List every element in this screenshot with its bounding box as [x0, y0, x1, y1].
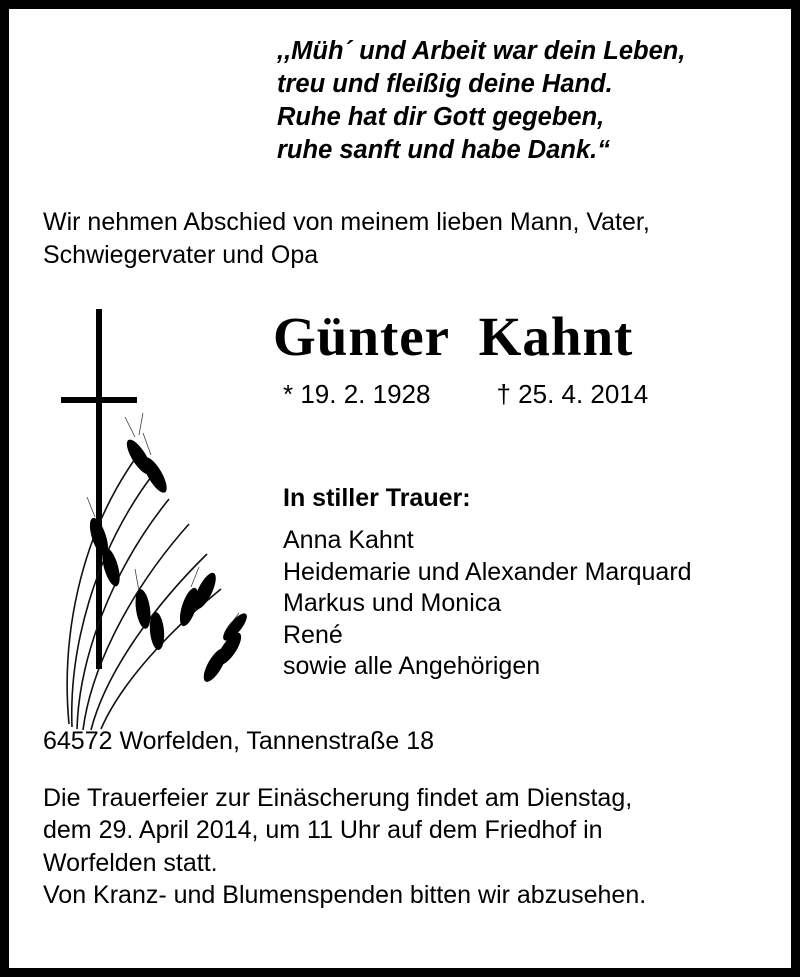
- life-dates: [273, 379, 757, 410]
- mourner-name: Heidemarie und Alexander Marquard: [283, 557, 692, 586]
- service-details: [43, 782, 757, 912]
- birth-date: * 19. 2. 1928: [283, 379, 431, 410]
- death-date: † 25. 4. 2014: [496, 379, 649, 410]
- verse-line: ruhe sanft und habe Dank.“: [277, 136, 610, 165]
- intro-line: Schwiegervater und Opa: [43, 240, 319, 269]
- mourner-name: Markus und Monica: [283, 589, 502, 618]
- mourner-name: René: [283, 620, 343, 649]
- announcement-intro: [43, 206, 757, 272]
- service-line: Worfelden statt.: [43, 848, 218, 877]
- intro-line: Wir nehmen Abschied von meinem lieben Mann, Vater,: [43, 207, 650, 236]
- mourners-title: In stiller Trauer:: [283, 484, 471, 513]
- service-line: Die Trauerfeier zur Einäscherung findet am Dienstag,: [43, 783, 633, 812]
- mourner-name: sowie alle Angehörigen: [283, 652, 541, 681]
- service-line: dem 29. April 2014, um 11 Uhr auf dem Friedhof in: [43, 816, 603, 845]
- wheat-ears: [86, 436, 250, 685]
- service-line: Von Kranz- und Blumenspenden bitten wir abzusehen.: [43, 881, 647, 910]
- cross-and-wheat-icon: [39, 309, 259, 739]
- verse-line: ,,Müh´ und Arbeit war dein Leben,: [277, 37, 686, 65]
- verse-line: Ruhe hat dir Gott gegeben,: [277, 103, 605, 132]
- memorial-verse: [43, 35, 757, 168]
- address-line: 64572 Worfelden, Tannenstraße 18: [43, 726, 435, 755]
- deceased-name: Günter Kahnt: [273, 305, 634, 367]
- mourner-name: Anna Kahnt: [283, 526, 414, 555]
- verse-line: treu und fleißig deine Hand.: [277, 70, 613, 99]
